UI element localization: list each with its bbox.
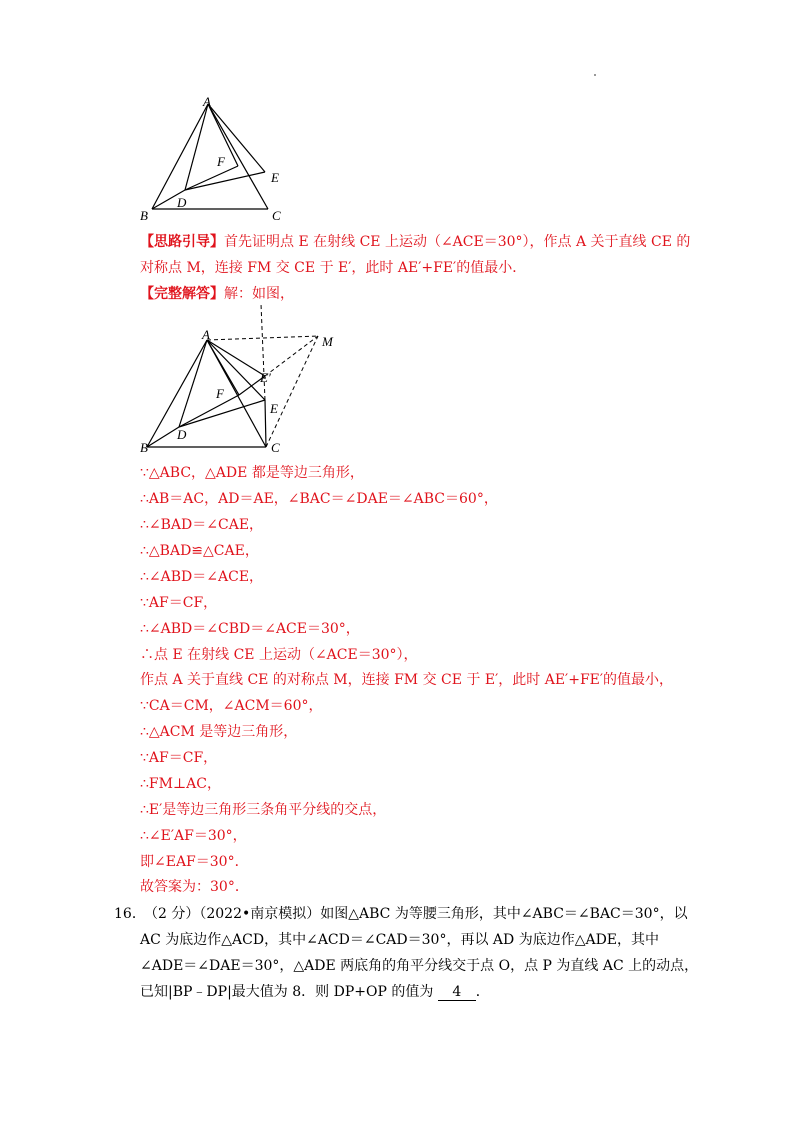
q16-answer-blank: 4 xyxy=(438,984,476,1001)
solution-step: ∵CA＝CM，∠ACM＝60°， xyxy=(140,698,323,714)
seg2-EpM xyxy=(265,336,318,376)
solution-intro: 解：如图， xyxy=(224,286,294,302)
seg2-CE xyxy=(265,400,266,447)
hint-line-1 xyxy=(140,232,690,252)
solution-step: ∵△ABC，△ADE 都是等边三角形， xyxy=(140,465,364,481)
solution-step: 故答案为：30°． xyxy=(140,879,249,895)
solution-step: ∴∠E′AF＝30°， xyxy=(140,828,247,844)
figure-1 xyxy=(135,92,295,224)
solution-step: ∵AF＝CF， xyxy=(140,595,218,611)
solution-step: ∴E′是等边三角形三条角平分线的交点， xyxy=(140,802,387,818)
page-dot xyxy=(594,74,596,76)
fig1-label-B: B xyxy=(140,208,148,223)
q16-line-4 xyxy=(140,982,490,1002)
seg2-BD xyxy=(147,427,179,447)
solution-step: ∴AB＝AC，AD＝AE，∠BAC＝∠DAE＝∠ABC＝60°， xyxy=(140,491,498,507)
q16-line-4-end: ． xyxy=(475,984,490,1000)
fig2-label-B: B xyxy=(140,440,148,455)
solution-step: 即∠EAF＝30°． xyxy=(140,854,249,870)
q16-number: 16． xyxy=(114,906,146,922)
q16-line-1: （2 分）（2022•南京模拟）如图△ABC 为等腰三角形，其中∠ABC＝∠BAC＝30°，以 xyxy=(144,906,688,922)
solution-step: ∵AF＝CF， xyxy=(140,750,218,766)
q16-line-4-text: 已知|BP﹣DP|最大值为 8．则 DP+OP 的值为 xyxy=(140,984,434,1000)
fig2-label-M: M xyxy=(322,334,333,349)
fig1-label-A: A xyxy=(203,94,211,109)
seg2-CM xyxy=(266,336,318,447)
solution-step: ∴∠ABD＝∠ACE， xyxy=(140,569,264,585)
solution-step: ∴FM⊥AC， xyxy=(140,776,221,792)
solution-step: ∴点 E 在射线 CE 上运动（∠ACE＝30°）， xyxy=(140,647,418,663)
fig2-label-Ep: E′ xyxy=(260,370,271,385)
solution-step: 作点 A 关于直线 CE 的对称点 M，连接 FM 交 CE 于 E′，此时 AE′+FE′的值最小， xyxy=(140,672,674,688)
q16-line-2: AC 为底边作△ACD，其中∠ACD＝∠CAD＝30°，再以 AD 为底边作△ADE，其中 xyxy=(140,932,660,948)
fig2-label-A: A xyxy=(202,327,210,342)
solution-tag: 【完整解答】 xyxy=(140,286,224,302)
fig2-label-D: D xyxy=(177,427,187,442)
fig2-label-F: F xyxy=(216,386,224,401)
fig1-label-E: E xyxy=(271,170,279,185)
seg-DF xyxy=(185,166,238,190)
fig2-label-E: E xyxy=(270,401,278,416)
solution-step: ∴∠BAD＝∠CAE， xyxy=(140,517,264,533)
solution-step: ∴∠ABD＝∠CBD＝∠ACE＝30°， xyxy=(140,621,360,637)
seg-AD xyxy=(185,104,208,190)
hint-tag: 【思路引导】 xyxy=(140,234,224,250)
hint-line-2: 对称点 M，连接 FM 交 CE 于 E′，此时 AE′+FE′的值最小． xyxy=(140,260,527,276)
solution-step: ∴△ACM 是等边三角形， xyxy=(140,724,298,740)
fig1-label-F: F xyxy=(217,154,225,169)
figure-2 xyxy=(135,300,335,460)
seg-DE xyxy=(185,172,265,190)
fig2-label-C: C xyxy=(271,440,280,455)
fig1-label-C: C xyxy=(272,208,281,223)
solution-step: ∴△BAD≌△CAE， xyxy=(140,543,259,559)
q16-line-3: ∠ADE＝∠DAE＝30°，△ADE 两底角的角平分线交于点 O，点 P 为直线 AC 上的动点， xyxy=(140,958,699,974)
fig1-label-D: D xyxy=(177,195,187,210)
hint-text-1: 首先证明点 E 在射线 CE 上运动（∠ACE＝30°），作点 A 关于直线 CE 的 xyxy=(224,234,691,250)
